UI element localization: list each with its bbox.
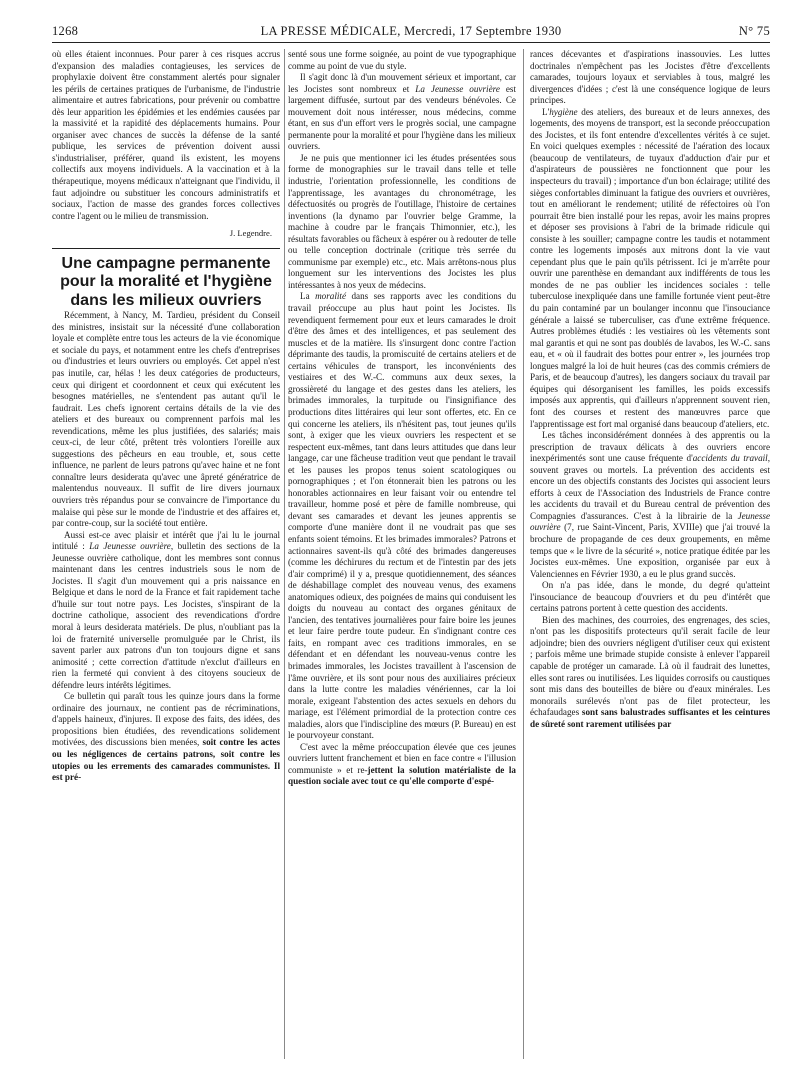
- column-2: [288, 49, 516, 1069]
- paragraph: où elles étaient inconnues. Pour parer à ces risques accrus d'expansion des maladies contagieuses, les services de prophylaxie doivent être constamment alertés pour signaler les périls de certaines pratiques de l'urbanisme, de l'industrie alimentaire et autres fabrications, pour prévenir ou combattre dès leur apparition les épidémies et les endémies causées par la massivité et la rapidité des déplacements humains. Pour organiser avec chances de succès la défense de la santé publique, les services de prévention doivent aussi s'industrialiser, préférer, quand ils existent, les moyens collectifs aux moyens individuels. A la vaccination et à la thérapeutique, moyens médicaux n'atteignant que l'individu, il faut adjoindre ou substituer les concours administratifs et sociaux, l'action de masse des grandes forces collectives contre l'agent ou le milieu de transmission.: [52, 49, 280, 221]
- italic-term: hygiène: [549, 106, 578, 117]
- page-number: 1268: [52, 24, 79, 38]
- paragraph: Aussi est-ce avec plaisir et intérêt que j'ai lu le journal intitulé : La Jeunesse ouvrière, bulletin des sections de la Jeunesse ouvrière catholique, dont les membres sont connus maintenant dans les centres industriels sous le nom de Jocistes. Il s'agit d'un mouvement qui a pris naissance en Belgique et dans le nord de la France et fait rapidement tache d'huile sur tout notre pays. Les Jocistes, s'inspirant de la doctrine catholique, associent des revendications d'ordre moral à leurs desiderata matériels. De plus, n'oubliant pas la loi de fraternité universelle promulguée par le Christ, ils savent parler aux patrons d'un ton toujours digne et sans animosité ; cette correction d'attitude n'exclut d'ailleurs en rien la fermeté qui convient à des citoyens soucieux de défendre leurs intérêts légitimes.: [52, 529, 280, 690]
- paragraph: Ce bulletin qui paraît tous les quinze jours dans la forme ordinaire des journaux, ne contient pas de récriminations, d'appels haineux, d'injures. Il expose des faits, des idées, des propositions bien étudiées, des revendications solidement motivées, des discussions bien menées, soit contre les actes ou les négligences de certains patrons, soit contre les utopies ou les errements des camarades communistes. Il est pré-: [52, 691, 280, 783]
- journal-name: La Jeunesse ouvrière: [89, 541, 171, 552]
- article-title: Une campagne permanente pour la moralité et l'hygiène dans les milieux ouvriers: [60, 254, 272, 309]
- paragraph: senté sous une forme soignée, au point de vue typographique comme au point de vue du style.: [288, 49, 516, 71]
- paragraph: La moralité dans ses rapports avec les conditions du travail préoccupe au plus haut point les Jocistes. Ils revendiquent fermement pour eux et leurs camarades le droit d'être des âmes et des intelligences, et pas seulement des muscles et de la matière. Ils s'insurgent donc contre l'action déprimante des taudis, la promiscuité de certains ateliers et de certains véhicules de transport, les inconvénients des vestiaires et des W.-C. communs aux deux sexes, la grossièreté du langage et des gestes dans les ateliers, les brimades immorales, la turpitude ou l'insignifiance des productions dites littéraires qui leur sont offertes, etc. En ce qui concerne les ateliers, ils n'hésitent pas, tout jeunes qu'ils sont, à exiger que les vieux ouvriers les respectent et se respectent eux-mêmes, tant dans leurs attitudes que dans leur langage, car une fâcheuse tradition veut que pendant le travail et les pauses les propos tenus soient scatologiques ou pornographiques ; et l'on étonnerait bien les patrons ou les honorables actionnaires en leur faisant voir ou entendre tel travailleur, homme posé et père de famille nombreuse, qui devant ses camarades et devant les jeunes apprentis se comporte d'une manière dont il ne voudrait pas que ses enfants soient témoins. Et les brimades immorales? Patrons et actionnaires savent-ils qu'à côté des brimades dangereuses (comme les déchirures du rectum et de l'intestin par des jets d'air comprimé) il y a, presque quotidiennement, des séances de déshabillage complet des nouveau venus, des examens anatomiques odieux, des poignées de mains qui conduisent les doigts du nouveau au contact des organes génitaux de l'ancien, des tentatives journalières pour faire boire les jeunes et leur faire perdre toute pudeur. En s'indignant contre ces faits, en rompant avec ces traditions immorales, en se défendant et en défendant les nouveau-venus contre les brimades immorales, les Jocistes travaillent à l'ascension de l'âme ouvrière, et ils sont pour nous des auxiliaires précieux dans la lutte contre les maladies vénériennes, car la loi morale, exigeant l'abstention des actes sexuels en dehors du mariage, est l'élément primordial de la protection contre ces maladies, alors que l'indiscipline des mœurs (P. Bureau) en est le pourvoyeur constant.: [288, 291, 516, 741]
- journal-title: LA PRESSE MÉDICALE, Mercredi, 17 Septembre 1930: [260, 24, 562, 38]
- column-3: [530, 49, 770, 1069]
- bold-text: jettent la solution matérialiste de la question sociale avec tout ce qu'elle comporte d'espé-: [288, 764, 516, 787]
- paragraph: Bien des machines, des courroies, des engrenages, des scies, n'ont pas les dispositifs protecteurs qu'il serait facile de leur adjoindre; bien des ouvriers négligent d'utiliser ceux qui existent ; parfois même une brimade stupide consiste à enlever l'appareil capable de protéger un camarade. Là où il faudrait des lunettes, elles sont rares ou inutilisées. Les liquides corrosifs ou caustiques sont mis dans des bouteilles de bière ou d'eaux minérales. Les monorails surélevés n'ont pas de filet protecteur, les échafaudages sont sans balustrades suffisantes et les ceintures de sûreté sont rarement utilisées par: [530, 614, 770, 729]
- column-1: [52, 49, 280, 1069]
- paragraph: rances décevantes et d'aspirations inassouvies. Les luttes doctrinales n'empêchent pas les Jocistes d'être d'excellents camarades, toujours loyaux et serviables à tous, malgré les divergences d'idées ; c'est là une conséquence logique de leurs principes.: [530, 49, 770, 106]
- page-header: [52, 24, 770, 40]
- italic-term: accidents du travail: [692, 453, 768, 464]
- issue-number: N° 75: [738, 24, 770, 38]
- journal-name: La Jeunesse ouvrière: [415, 83, 500, 94]
- italic-term: moralité: [315, 291, 347, 302]
- journal-name: Jeunesse ouvrière: [530, 510, 770, 533]
- bold-text: soit contre les actes ou les négligences de certains patrons, soit contre les utopies ou les errements des camarades communistes. Il est pré-: [52, 737, 280, 783]
- paragraph: C'est avec la même préoccupation élevée que ces jeunes ouvriers luttent franchement et bien en face contre « l'illusion communiste » et re-jettent la solution matérialiste de la question sociale avec tout ce qu'elle comporte d'espé-: [288, 741, 516, 787]
- paragraph: Récemment, à Nancy, M. Tardieu, président du Conseil des ministres, insistait sur la nécessité d'une collaboration loyale et complète entre tous les acteurs de la vie économique et sociale du pays, et notamment entre les chefs d'entreprises ou d'industries et leurs ouvriers ou employés. Cet appel n'est pas inutile, car, hélas ! les deux catégories de producteurs, ceux qui dirigent et coordonnent et ceux qui exécutent les besognes matérielles, ne s'entendent pas autant qu'il le faudrait. Les chefs ignorent certains détails de la vie des ateliers et des bureaux ou comprennent parfois mal les revendications, même les plus justifiées, des salariés; mais ceux-ci, de leur côté, prêtent très volontiers l'oreille aux suggestions des pêcheurs en eau trouble, et, sous cette influence, ne parlent de leurs patrons qu'avec haine et ne font connaître leurs desiderata qu'avec une âpreté génératrice de malentendus nouveaux. Il suffit de lire divers journaux ouvriers très répandus pour se convaincre de l'importance du malaise qui pèse sur le monde de l'industrie et des affaires et, par contre-coup, sur la société tout entière.: [52, 310, 280, 529]
- paragraph: L'hygiène des ateliers, des bureaux et de leurs annexes, des logements, des moyens de transport, est la seconde préoccupation des Jocistes, et ils font entendre d'excellentes vérités à ce sujet. En voici quelques exemples : nécessité de l'aération des locaux (beaucoup de ventilateurs, de tuyaux d'adduction d'air pur et d'aspirateurs de poussières ne fonctionnent que pour les inspecteurs du travail) ; importance d'un bon éclairage; utilité des sièges confortables diminuant la fatigue des ouvriers et ouvrières, tout en améliorant le rendement; utilité de réfectoires où l'on pourrait être bien installé pour les repas, avoir les mains propres et déposer ses provisions à l'abri de la brimade ridicule qui consiste à les souiller; campagne contre les taudis et notamment contre les logements imposés aux mitrons dont la vie vaut cependant plus que le pain qu'ils pétrissent. Ici je m'arrête pour ouvrir une parenthèse en demandant aux indifférents de tous les mondes de ne pas oublier les incidences sociales : telle tuberculose inexpliquée dans une famille fortunée vient peut-être du pain contaminé par un boulanger inconnu que l'insouciance générale a laissé se tuberculiser, cas d'une extrême fréquence. Autres problèmes étudiés : les vestiaires où les vêtements sont mal garantis et qui ne sont pas doublés de lavabos, les W.-C. sans eau, et « où il faudrait des bottes pour entrer », les journées trop longues malgré la loi de huit heures (cas des commis crémiers de Paris, et de beaucoup d'autres), les dangers sociaux du travail par équipes qui désorganisent les familles, les poids excessifs imposés aux apprentis, qui d'ailleurs n'apprennent souvent rien, font des courses et restent des manœuvres parce que l'apprentissage est fort mal organisé dans beaucoup d'ateliers, etc.: [530, 106, 770, 429]
- header-rule: [52, 42, 770, 43]
- bold-text: sont sans balustrades suffisantes et les ceintures de sûreté sont rarement utilisées par: [530, 707, 770, 729]
- column-divider: [284, 49, 285, 1059]
- paragraph: Les tâches inconsidérément données à des apprentis ou la prescription de travaux délicats à des ouvriers encore inexpérimentés sont une cause fréquente d'accidents du travail, souvent graves ou mortels. La prévention des accidents est encore un des objectifs constants des Jocistes qui associent leurs efforts à ceux de l'Association des Industriels de France contre les accidents du travail et du Bureau central de prévention des Compagnies d'assurances. C'est à la librairie de la Jeunesse ouvrière (7, rue Saint-Vincent, Paris, XVIIIe) que j'ai trouvé la brochure de propagande de ces deux groupements, en même temps que « le livre de la sécurité », notice pratique éditée par les Jocistes eux-mêmes. Une exposition, organisée par eux à Valenciennes en Février 1930, a eu le plus grand succès.: [530, 430, 770, 579]
- paragraph: Il s'agit donc là d'un mouvement sérieux et important, car les Jocistes sont nombreux et La Jeunesse ouvrière est largement diffusée, surtout par des vendeurs bénévoles. Ce mouvement doit nous intéresser, nous médecins, comme étant, en sus d'un effort vers le progrès social, une campagne permanente pour la moralité et pour l'hygiène dans les milieux ouvriers.: [288, 72, 516, 152]
- section-rule: [52, 248, 280, 249]
- paragraph: On n'a pas idée, dans le monde, du degré qu'atteint l'insouciance de beaucoup d'ouvriers et du peu d'intérêt que certains patrons portent à cette question des accidents.: [530, 580, 770, 614]
- author-signature: J. Legendre.: [229, 228, 272, 239]
- paragraph: Je ne puis que mentionner ici les études présentées sous forme de monographies sur le travail dans telle et telle industrie, l'orientation professionnelle, les conditions de l'apprentissage, les avantages du chronométrage, les défectuosités ou progrès de l'outillage, l'histoire de certaines inventions (la dynamo par l'ouvrier belge Gramme, la machine à coudre par le français Thimonnier, etc.), les résultats favorables ou fâcheux à espérer ou à redouter de telle ou telle conception doctrinale (critique très serrée du communisme par exemple) etc., etc. Mais arrêtons-nous plus longuement sur les interventions des Jocistes les plus intéressantes à nos yeux de médecins.: [288, 152, 516, 290]
- column-divider: [523, 49, 524, 1059]
